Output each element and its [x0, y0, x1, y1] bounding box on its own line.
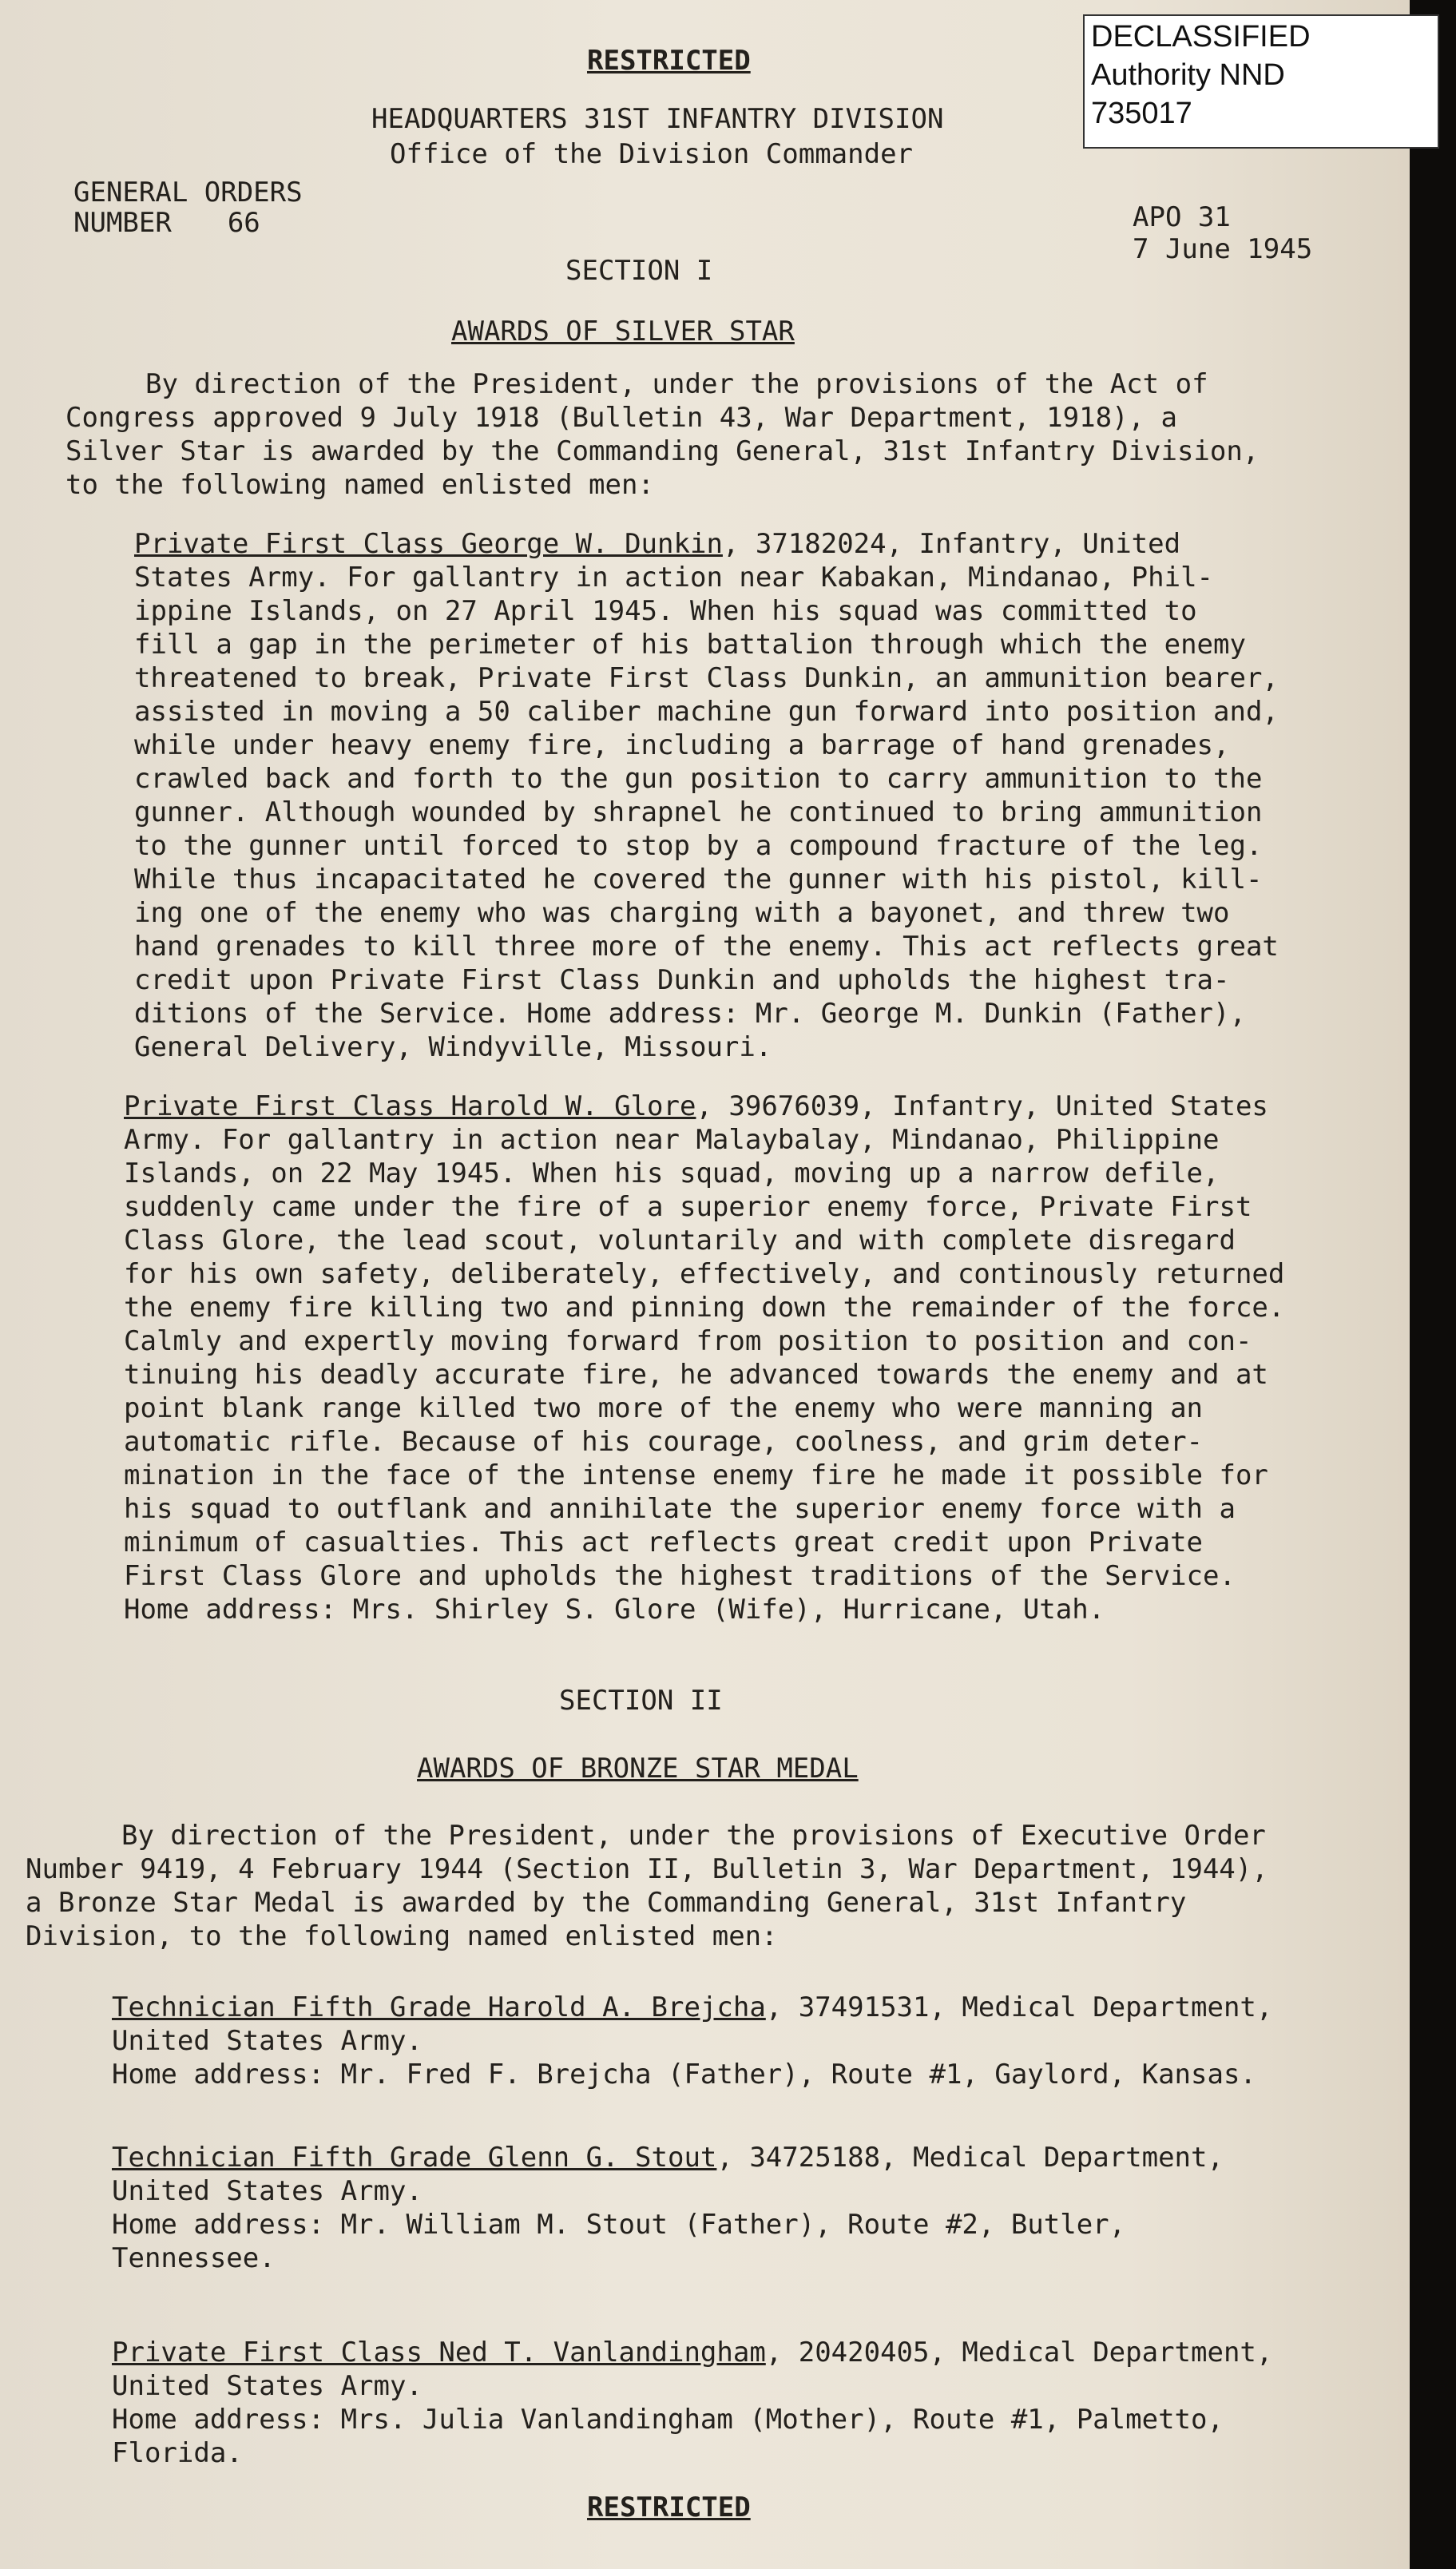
award-text-stout: , 34725188, Medical Department, United States Army. Home address: Mr. William M. Stout (Father), Route #2, Butler, Tennessee. [112, 2142, 1224, 2274]
number-label: NUMBER [73, 207, 172, 239]
awardee-name-brejcha: Technician Fifth Grade Harold A. Brejcha [112, 1991, 766, 2023]
orders-number [73, 208, 303, 238]
section-2-title: SECTION II [559, 1685, 723, 1717]
orders-label: GENERAL ORDERS [73, 177, 303, 208]
restricted-footer: RESTRICTED [587, 2492, 751, 2523]
office-line: Office of the Division Commander [390, 138, 914, 170]
section-1-heading: AWARDS OF SILVER STAR [451, 316, 795, 347]
section-1-title: SECTION I [565, 255, 713, 287]
award-text-glore: , 39676039, Infantry, United States Army. For gallantry in action near Malaybalay, Mindanao, Philippine Islands, on 22 May 1945. When his squad, moving up a narrow defile, suddenly came under the fire of a superior enemy force, Private First Class Glore, the lead scout, voluntarily and with complete disregard for his own safety, deliberately, effectively, and continously returned the enemy fire killing two and pinning down the remainder of the force. Calmly and expertly moving forward from position to position and con- tinuing his deadly accurate fire, he advanced towards the enemy and at point blank range killed two more of the enemy who were manning an automatic rifle. Because of his courage, coolness, and grim deter- mination in the face of the intense enemy fire he made it possible for his squad to outflank and annihilate the superior enemy force with a minimum of casualties. This act reflects great credit upon Private First Class Glore and upholds the highest traditions of the Service. Home address: Mrs. Shirley S. Glore (Wife), Hurricane, Utah. [124, 1090, 1285, 1626]
apo-date [1133, 201, 1312, 265]
silver-star-award-glore [124, 1090, 1284, 1626]
stamp-line-2: Authority NND [1091, 58, 1285, 92]
section-2-heading: AWARDS OF BRONZE STAR MEDAL [417, 1753, 859, 1785]
awardee-name-glore: Private First Class Harold W. Glore [124, 1090, 696, 1122]
section-2-intro: By direction of the President, under the provisions of Executive Order Number 9419, 4 February 1944 (Section II, Bulletin 3, War Department, 1944), a Bronze Star Medal is awarded by the Commanding General, 31st Infantry Division, to the following named enlisted men: [26, 1820, 1268, 1952]
awardee-name-stout: Technician Fifth Grade Glenn G. Stout [112, 2142, 717, 2174]
order-date: 7 June 1945 [1133, 233, 1313, 265]
number-value: 66 [227, 207, 260, 239]
bronze-star-award-stout [112, 2141, 1224, 2275]
awardee-name-dunkin: Private First Class George W. Dunkin [134, 528, 723, 560]
award-text-vanlandingham: , 20420405, Medical Department, United States Army. Home address: Mrs. Julia Vanlandingham (Mother), Route #1, Palmetto, Florida. [112, 2337, 1273, 2469]
declassified-stamp [1083, 14, 1439, 149]
bronze-star-award-brejcha [112, 1991, 1272, 2091]
stamp-line-1: DECLASSIFIED [1091, 20, 1311, 54]
awardee-name-vanlandingham: Private First Class Ned T. Vanlandingham [112, 2337, 766, 2368]
scan-edge [1410, 0, 1456, 2569]
general-orders-label [73, 177, 303, 238]
bronze-star-award-vanlandingham [112, 2336, 1272, 2470]
restricted-header: RESTRICTED [587, 45, 751, 77]
apo-label: APO 31 [1133, 201, 1231, 233]
headquarters-line: HEADQUARTERS 31ST INFANTRY DIVISION [371, 103, 944, 135]
stamp-line-3: 735017 [1091, 97, 1192, 130]
section-1-intro: By direction of the President, under the provisions of the Act of Congress approved 9 July 1918 (Bulletin 43, War Department, 1918), a Silver Star is awarded by the Commanding General, 31st Infantry Division, to the following named enlisted men: [65, 368, 1260, 501]
award-text-brejcha: , 37491531, Medical Department, United States Army. Home address: Mr. Fred F. Brejcha (Father), Route #1, Gaylord, Kansas. [112, 1991, 1273, 2091]
silver-star-award-dunkin [134, 527, 1279, 1064]
award-text-dunkin: , 37182024, Infantry, United States Army. For gallantry in action near Kabakan, Mindanao, Phil- ippine Islands, on 27 April 1945. When his squad was committed to fill a gap in the perimeter of his battalion through which the enemy threatened to break, Private First Class Dunkin, an ammunition bearer, assisted in moving a 50 caliber machine gun forward into position and, while under heavy enemy fire, including a barrage of hand grenades, crawled back and forth to the gun position to carry ammunition to the gunner. Although wounded by shrapnel he continued to bring ammunition to the gunner until forced to stop by a compound fracture of the leg. While thus incapacitated he covered the gunner with his pistol, kill- ing one of the enemy who was charging with a bayonet, and threw two hand grenades to kill three more of the enemy. This act reflects great credit upon Private First Class Dunkin and upholds the highest tra- ditions of the Service. Home address: Mr. George M. Dunkin (Father), General Delivery, Windyville, Missouri. [134, 528, 1279, 1063]
